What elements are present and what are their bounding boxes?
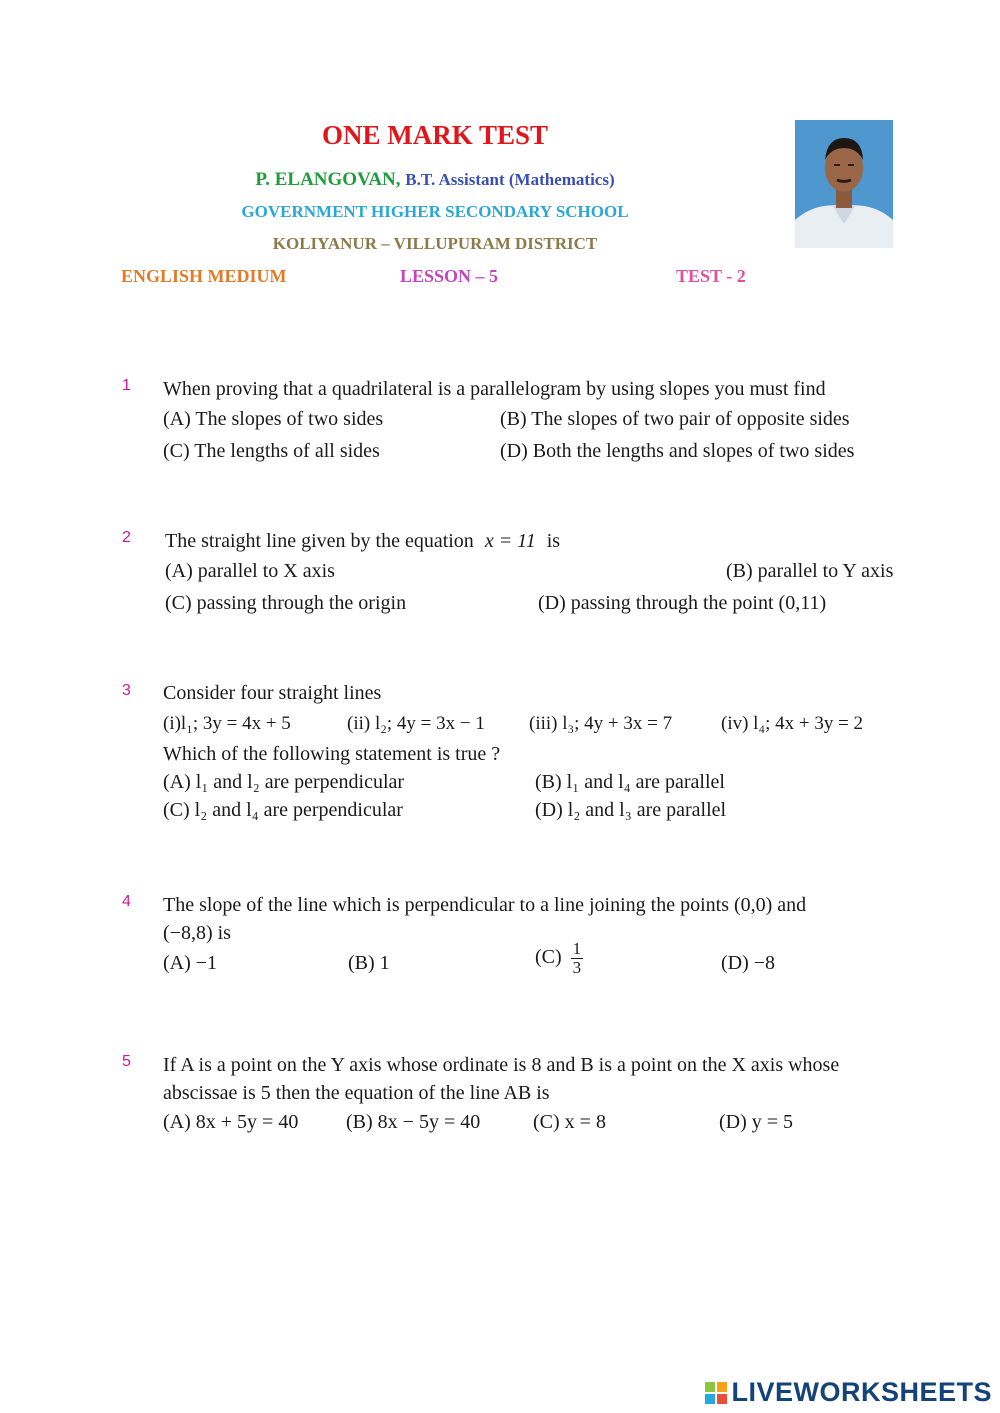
question-5-stem-line-2: abscissae is 5 then the equation of the line AB is	[163, 1082, 550, 1104]
question-3-prompt: Which of the following statement is true ?	[163, 743, 501, 765]
author-name: P. ELANGOVAN,	[255, 169, 401, 190]
medium-label: ENGLISH MEDIUM	[121, 266, 287, 286]
question-5-option-b[interactable]: (B) 8x − 5y = 40	[346, 1111, 481, 1133]
question-3-line-iv: (iv) l₄; 4x + 3y = 2	[721, 713, 864, 734]
question-5-option-c[interactable]: (C) x = 8	[533, 1111, 606, 1133]
question-1-option-d[interactable]: (D) Both the lengths and slopes of two sides	[500, 440, 855, 462]
author-designation: B.T. Assistant (Mathematics)	[405, 170, 615, 189]
liveworksheets-brand: LIVEWORKSHEETS	[731, 1377, 992, 1407]
question-5-number: 5	[122, 1053, 131, 1070]
question-3-line-iii: (iii) l₃; 4y + 3x = 7	[529, 713, 673, 734]
liveworksheets-logo	[705, 1377, 992, 1408]
question-2-option-c[interactable]: (C) passing through the origin	[165, 592, 407, 614]
question-1-stem: When proving that a quadrilateral is a parallelogram by using slopes you must find	[163, 378, 826, 400]
question-4-option-a[interactable]: (A) −1	[163, 952, 218, 974]
question-1-number: 1	[122, 377, 131, 394]
fraction-denominator: 3	[572, 958, 582, 977]
question-3-line-ii: (ii) l₂; 4y = 3x − 1	[347, 713, 485, 734]
question-2-option-a[interactable]: (A) parallel to X axis	[165, 560, 335, 582]
question-4-option-c-fraction	[571, 940, 584, 977]
question-3-option-a[interactable]: (A) l₁ and l₂ are perpendicular	[163, 771, 405, 793]
question-2-number: 2	[122, 529, 131, 546]
question-5-option-d[interactable]: (D) y = 5	[719, 1111, 794, 1133]
question-3-line-i: (i)l₁; 3y = 4x + 5	[163, 713, 291, 734]
liveworksheets-logo-icon	[705, 1382, 727, 1404]
question-4-stem-line-1: The slope of the line which is perpendicular to a line joining the points (0,0) and	[163, 894, 807, 916]
question-2-stem-end: is	[546, 530, 561, 552]
question-4-option-c[interactable]	[535, 940, 583, 977]
question-1-option-c[interactable]: (C) The lengths of all sides	[163, 440, 380, 462]
question-3-option-b[interactable]: (B) l₁ and l₄ are parallel	[535, 771, 725, 793]
question-2-stem	[165, 526, 560, 556]
question-5-option-a[interactable]: (A) 8x + 5y = 40	[163, 1111, 299, 1133]
question-4-stem-line-2: (−8,8) is	[163, 922, 231, 944]
question-3-option-d[interactable]: (D) l₂ and l₃ are parallel	[535, 799, 727, 821]
question-3-number: 3	[122, 682, 131, 699]
question-2-equation: x = 11	[484, 530, 536, 552]
question-4-option-b[interactable]: (B) 1	[348, 952, 390, 974]
author-photo	[795, 120, 893, 248]
question-2-option-d[interactable]: (D) passing through the point (0,11)	[538, 592, 827, 614]
question-4-option-d[interactable]: (D) −8	[721, 952, 776, 974]
author-line	[0, 169, 870, 191]
question-1-option-a[interactable]: (A) The slopes of two sides	[163, 408, 384, 430]
question-5-stem-line-1: If A is a point on the Y axis whose ordinate is 8 and B is a point on the X axis whose	[163, 1054, 840, 1076]
school-name: GOVERNMENT HIGHER SECONDARY SCHOOL	[241, 202, 629, 221]
question-3-stem: Consider four straight lines	[163, 682, 382, 704]
school-place: KOLIYANUR – VILLUPURAM DISTRICT	[272, 234, 598, 253]
question-1-option-b[interactable]: (B) The slopes of two pair of opposite sides	[500, 408, 850, 430]
fraction-numerator: 1	[572, 939, 582, 958]
question-4-option-c-label: (C)	[535, 946, 562, 969]
test-label: TEST - 2	[676, 266, 746, 286]
test-title: ONE MARK TEST	[321, 120, 549, 150]
question-2-stem-text: The straight line given by the equation	[165, 530, 474, 552]
lesson-label: LESSON – 5	[400, 266, 499, 286]
question-3-option-c[interactable]: (C) l₂ and l₄ are perpendicular	[163, 799, 403, 821]
question-2-option-b[interactable]: (B) parallel to Y axis	[726, 560, 894, 582]
question-4-number: 4	[122, 893, 131, 910]
